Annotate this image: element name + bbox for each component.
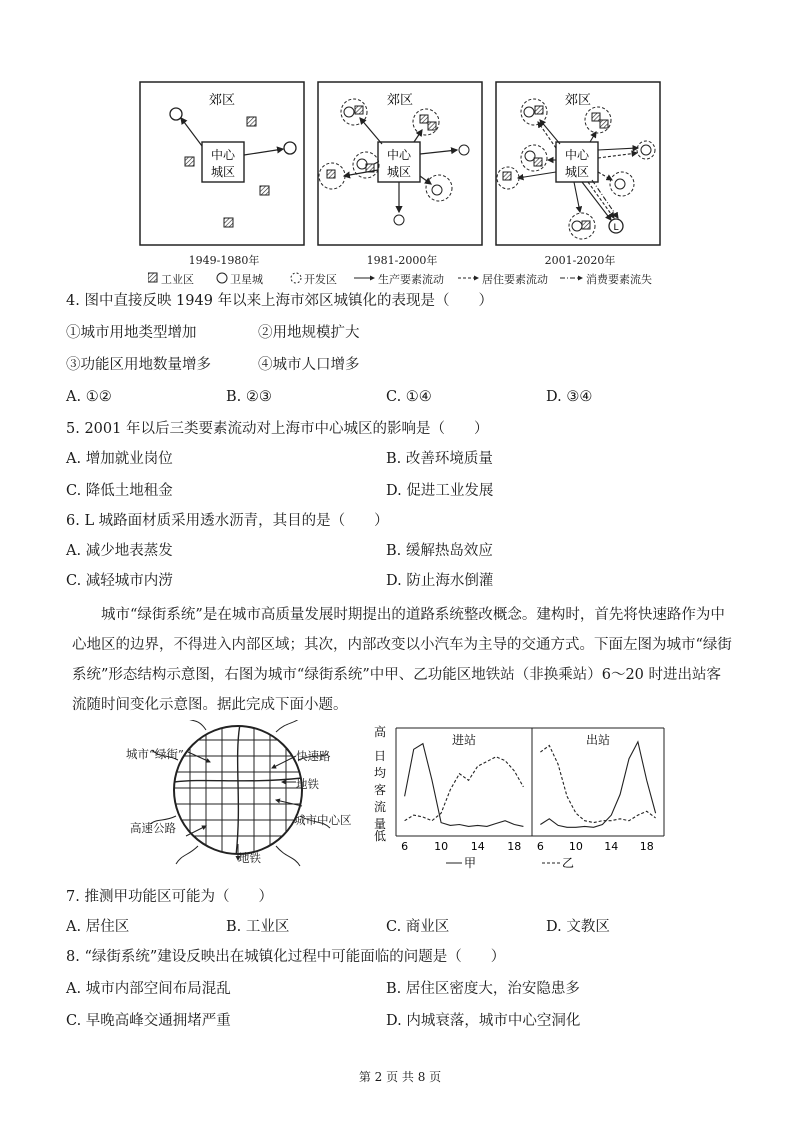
x-tick-label: 10 [434, 840, 449, 853]
q6-option-b[interactable]: B. 缓解热岛效应 [386, 543, 493, 559]
flow-chart-svg [366, 724, 666, 872]
legend-satellite: 卫星城 [230, 273, 263, 286]
x-tick-label: 18 [639, 840, 654, 853]
panel1-region: 郊区 [208, 93, 236, 108]
q7-stem: 7. 推测甲功能区可能为（ ） [66, 889, 273, 905]
legend-consumption-loss: 消费要素流失 [586, 273, 652, 286]
q4-item-2: ②用地规模扩大 [258, 325, 360, 341]
q7-option-b[interactable]: B. 工业区 [226, 919, 290, 935]
x-tick-label: 10 [568, 840, 583, 853]
q4-stem: 4. 图中直接反映 1949 年以来上海市郊区城镇化的表现是（ ） [66, 293, 494, 309]
panel-title: 进站 [451, 733, 477, 747]
y-axis-label-char: 均 [374, 766, 387, 780]
legend-development: 开发区 [304, 273, 337, 286]
y-high-label: 高 [374, 725, 387, 739]
panel-title: 出站 [585, 733, 611, 747]
label-center: 城市中心区 [294, 813, 352, 827]
urbanization-figure [138, 80, 668, 280]
label-highway: 高速公路 [130, 821, 176, 835]
panel2-period: 1981-2000年 [366, 254, 438, 267]
q6-option-a[interactable]: A. 减少地表蒸发 [66, 543, 173, 559]
x-tick-label: 18 [507, 840, 522, 853]
figure1-legend [148, 270, 668, 286]
x-tick-label: 6 [401, 840, 409, 853]
q4-item-4: ④城市人口增多 [258, 357, 360, 373]
q5-option-a[interactable]: A. 增加就业岗位 [66, 451, 173, 467]
panel2-region: 郊区 [386, 93, 414, 108]
y-low-label: 低 [374, 829, 387, 843]
panel-1981-2000 [318, 82, 482, 245]
legend-solid-label: 甲 [464, 856, 477, 870]
q4-option-c[interactable]: C. ①④ [386, 389, 432, 405]
q5-stem: 5. 2001 年以后三类要素流动对上海市中心城区的影响是（ ） [66, 421, 489, 437]
svg-text:城区: 城区 [386, 165, 412, 179]
panel-2001-2020 [496, 82, 660, 245]
label-subway-bottom: 地铁 [238, 851, 261, 865]
q8-option-c[interactable]: C. 早晚高峰交通拥堵严重 [66, 1013, 231, 1029]
q4-option-a[interactable]: A. ①② [66, 389, 112, 405]
legend-industrial: 工业区 [161, 273, 194, 286]
passenger-flow-chart [366, 724, 666, 872]
series-line-dashed [540, 746, 655, 823]
q7-option-c[interactable]: C. 商业区 [386, 919, 450, 935]
q4-item-3: ③功能区用地数量增多 [66, 357, 211, 373]
x-tick-label: 6 [536, 840, 544, 853]
svg-text:中心: 中心 [386, 148, 412, 162]
svg-text:城区: 城区 [564, 165, 590, 179]
q4-item-1: ①城市用地类型增加 [66, 325, 197, 341]
svg-text:城区: 城区 [210, 165, 236, 179]
passage-text: 城市“绿街系统”是在城市高质量发展时期提出的道路系统整改概念。建构时，首先将快速路作为中心地区的边界，不得进入内部区域；其次，内部改变以小汽车为主导的交通方式。下面左图为城市“绿街系统”形态结构示意图，右图为城市“绿街系统”中甲、乙功能区地铁站（非换乘站）6～20 时进出站客流随时间变化示意图。据此完成下面小题。 [72, 607, 732, 713]
q5-option-d[interactable]: D. 促进工业发展 [386, 483, 494, 499]
panel3-region: 郊区 [564, 93, 592, 108]
x-tick-label: 14 [604, 840, 619, 853]
y-axis-label-char: 客 [374, 783, 387, 797]
green-street-figure [126, 720, 362, 868]
legend-dashed-label: 乙 [562, 856, 575, 870]
urbanization-diagram [138, 80, 668, 280]
y-axis-label-char: 日 [374, 749, 387, 763]
city-L-marker: L [613, 223, 619, 233]
panel-1949-1980 [140, 82, 304, 245]
legend-production-flow: 生产要素流动 [378, 273, 444, 286]
x-tick-label: 14 [470, 840, 485, 853]
green-street-diagram [126, 720, 362, 868]
label-green-street: 城市“绿街” [126, 747, 184, 761]
q6-stem: 6. L 城路面材质采用透水沥青，其目的是（ ） [66, 513, 389, 529]
y-axis-label-char: 量 [374, 817, 387, 831]
legend-living-flow: 居住要素流动 [482, 273, 548, 286]
q8-stem: 8. “绿街系统”建设反映出在城镇化过程中可能面临的问题是（ ） [66, 949, 506, 965]
page-footer: 第 2 页 共 8 页 [358, 1070, 442, 1084]
q5-option-b[interactable]: B. 改善环境质量 [386, 451, 493, 467]
y-axis-label-char: 流 [374, 800, 387, 814]
label-subway: 地铁 [296, 777, 319, 791]
panel3-period: 2001-2020年 [544, 254, 616, 267]
svg-text:中心: 中心 [564, 148, 590, 162]
q6-option-d[interactable]: D. 防止海水倒灌 [386, 573, 494, 589]
q8-option-b[interactable]: B. 居住区密度大，治安隐患多 [386, 981, 580, 997]
q5-option-c[interactable]: C. 降低土地租金 [66, 483, 173, 499]
q4-option-d[interactable]: D. ③④ [546, 389, 593, 405]
reading-passage [72, 600, 732, 720]
q7-option-a[interactable]: A. 居住区 [66, 919, 130, 935]
q4-option-b[interactable]: B. ②③ [226, 389, 272, 405]
label-expressway: 快速路 [296, 749, 331, 763]
svg-text:中心: 中心 [210, 148, 236, 162]
q7-option-d[interactable]: D. 文教区 [546, 919, 610, 935]
series-line-solid [405, 744, 524, 827]
series-line-dashed [405, 757, 524, 821]
q8-option-d[interactable]: D. 内城衰落，城市中心空洞化 [386, 1013, 581, 1029]
q6-option-c[interactable]: C. 减轻城市内涝 [66, 573, 173, 589]
panel1-period: 1949-1980年 [188, 254, 260, 267]
q8-option-a[interactable]: A. 城市内部空间布局混乱 [66, 981, 231, 997]
